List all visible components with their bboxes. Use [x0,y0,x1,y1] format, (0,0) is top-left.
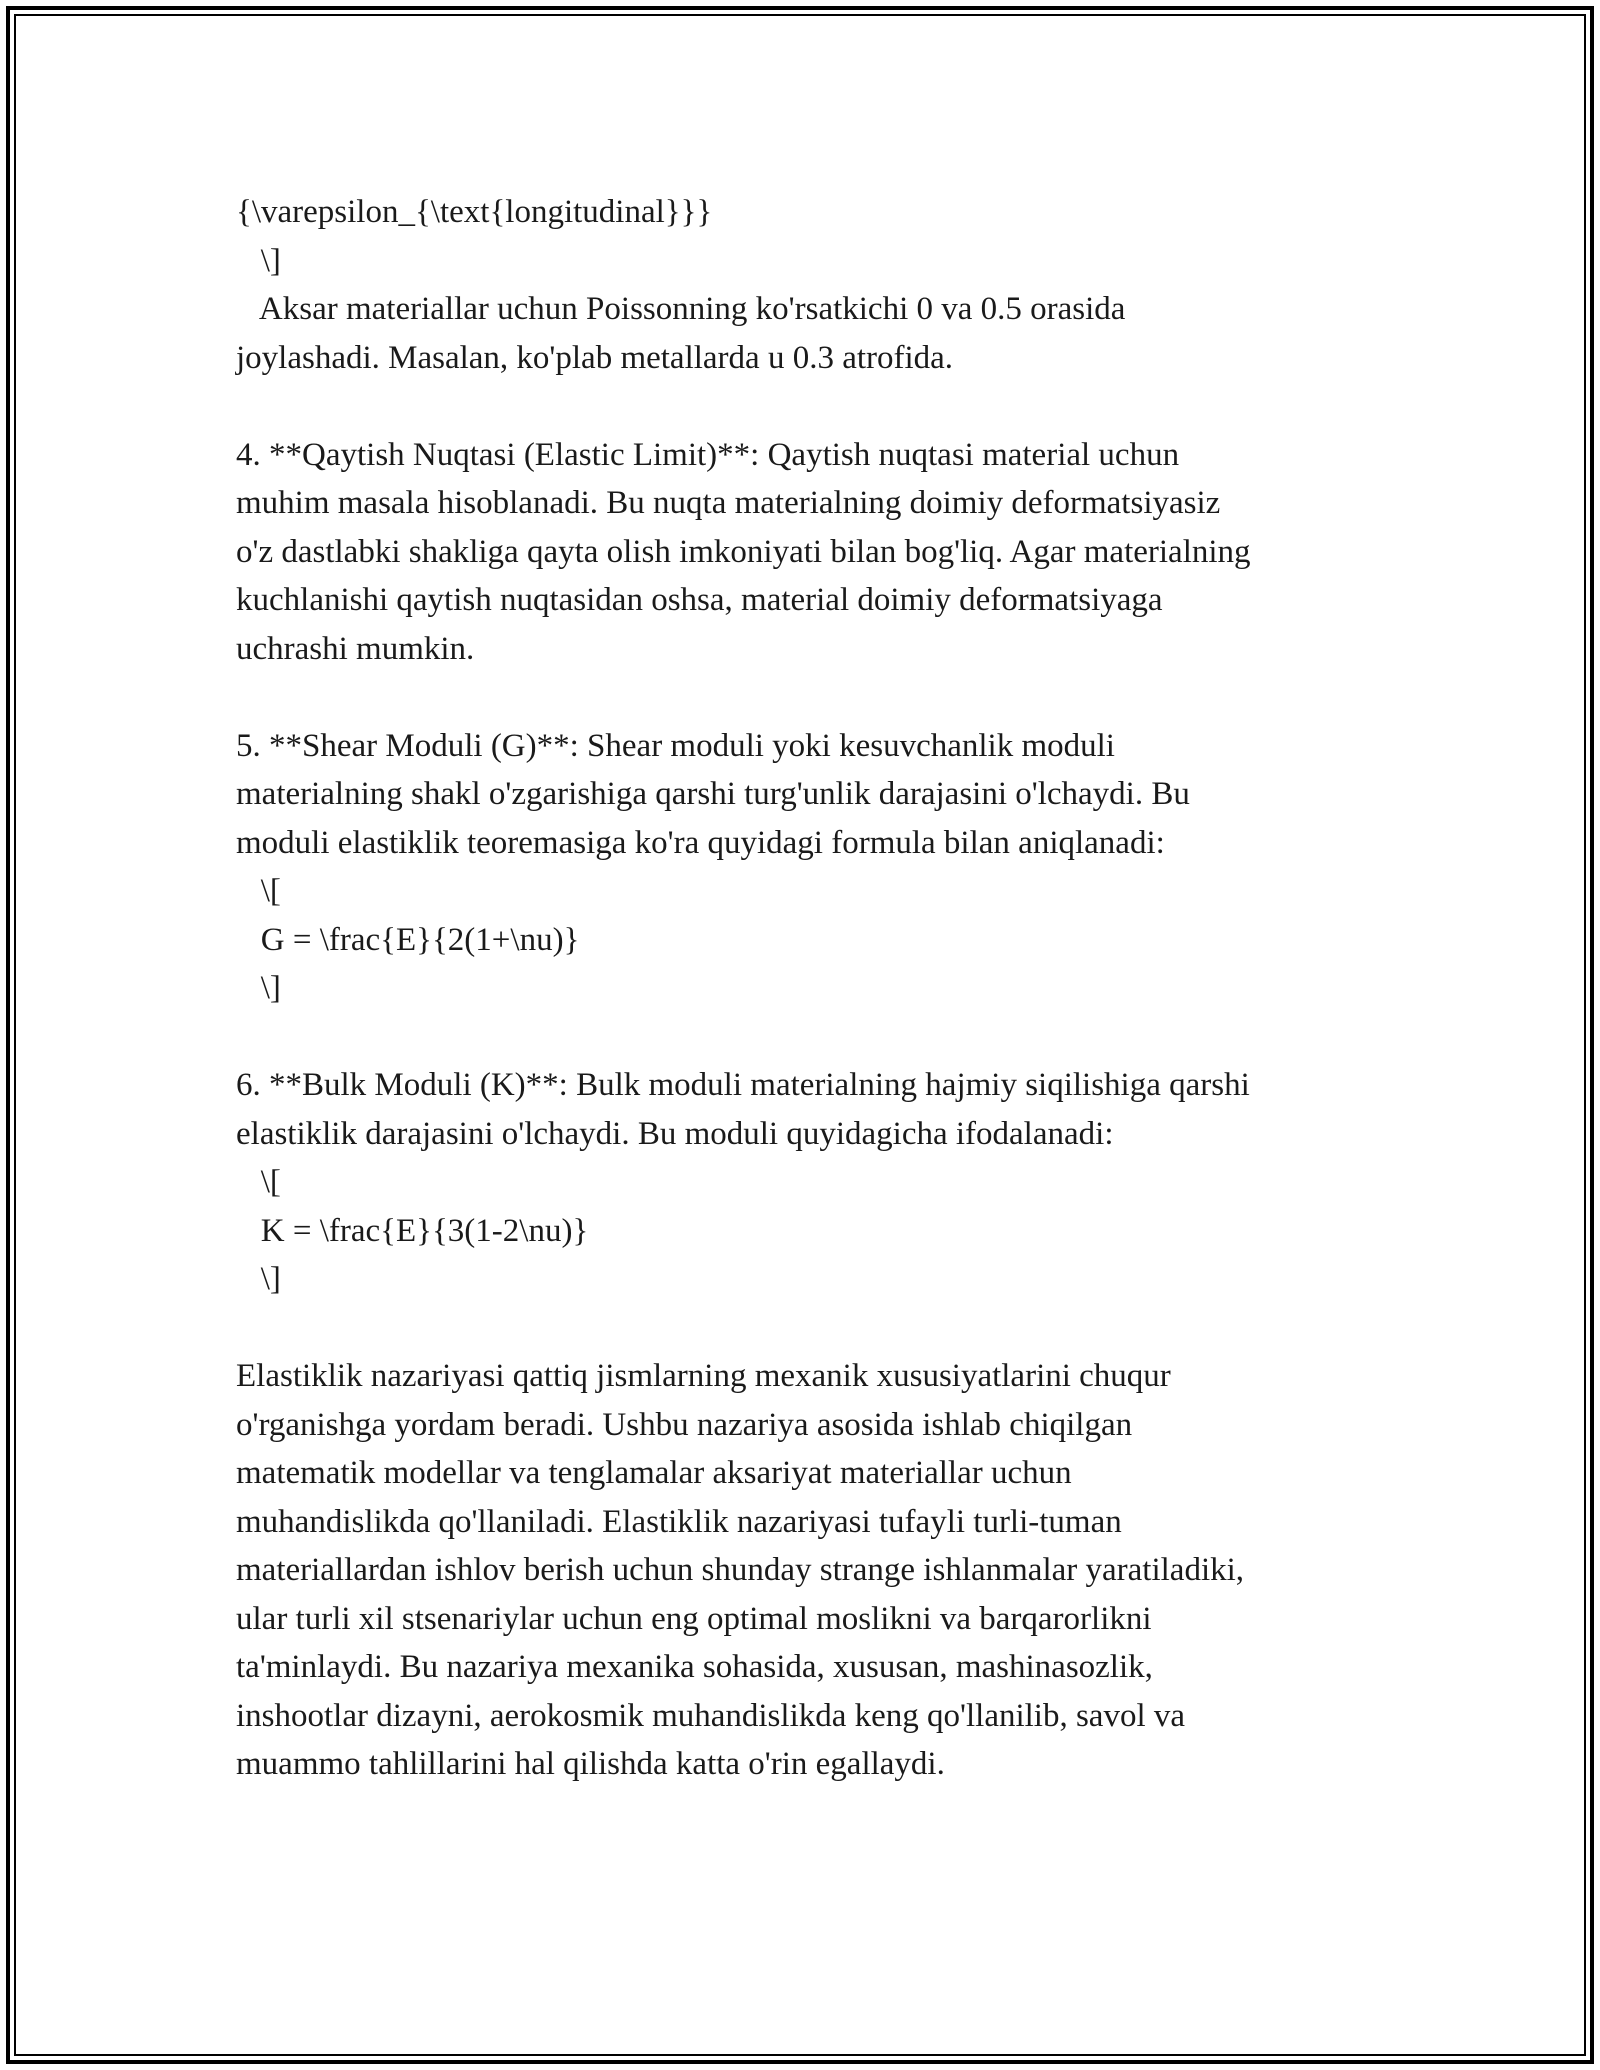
text-line: joylashadi. Masalan, ko'plab metallarda u 0.3 atrofida. [236,339,954,376]
text-line: muammo tahlillarini hal qilishda katta o'rin egallaydi. [236,1746,945,1782]
text-line: \] [236,242,281,279]
text-line: kuchlanishi qaytish nuqtasidan oshsa, material doimiy deformatsiyaga [236,582,1163,618]
paragraph-elastic-limit [236,431,1386,674]
text-line: materialning shakl o'zgarishiga qarshi turg'unlik darajasini o'lchaydi. Bu [236,776,1190,812]
text-line: muhim masala hisoblanadi. Bu nuqta materialning doimiy deformatsiyasiz [236,485,1221,521]
text-line: o'z dastlabki shakliga qayta olish imkoniyati bilan bog'liq. Agar materialning [236,533,1251,570]
text-line: elastiklik darajasini o'lchaydi. Bu moduli quyidagicha ifodalanadi: [236,1115,1114,1152]
formula-line: \] [236,970,281,1006]
document-body [236,188,1386,1789]
text-line: muhandislikda qo'llaniladi. Elastiklik nazariyasi tufayli turli-tuman [236,1503,1122,1540]
formula-line: G = \frac{E}{2(1+\nu)} [236,921,580,958]
text-line: 5. **Shear Moduli (G)**: Shear moduli yoki kesuvchanlik moduli [236,727,1115,764]
text-line: {\varepsilon_{\text{longitudinal}}} [236,194,713,230]
text-line: Elastiklik nazariyasi qattiq jismlarning mexanik xususiyatlarini chuqur [236,1358,1171,1394]
formula-line: \[ [236,873,281,909]
paragraph-spacer [236,1304,1386,1353]
text-line: Aksar materiallar uchun Poissonning ko'rsatkichi 0 va 0.5 orasida [236,291,1126,327]
text-line: ta'minlaydi. Bu nazariya mexanika sohasida, xususan, mashinasozlik, [236,1649,1153,1685]
paragraph-spacer [236,1013,1386,1062]
paragraph-poisson-ratio [236,188,1386,382]
paragraph-shear-modulus [236,722,1386,1013]
text-line: inshootlar dizayni, aerokosmik muhandislikda keng qo'llanilib, savol va [236,1697,1186,1734]
text-line: moduli elastiklik teoremasiga ko'ra quyidagi formula bilan aniqlanadi: [236,824,1165,861]
formula-line: \] [236,1261,281,1297]
text-line: materiallardan ishlov berish uchun shunday strange ishlanmalar yaratiladiki, [236,1552,1245,1588]
text-line: 4. **Qaytish Nuqtasi (Elastic Limit)**: Qaytish nuqtasi material uchun [236,436,1180,473]
text-line: 6. **Bulk Moduli (K)**: Bulk moduli materialning hajmiy siqilishiga qarshi [236,1067,1250,1103]
text-line: matematik modellar va tenglamalar aksariyat materiallar uchun [236,1455,1072,1491]
text-line: uchrashi mumkin. [236,630,475,667]
paragraph-conclusion [236,1352,1386,1789]
formula-line: K = \frac{E}{3(1-2\nu)} [236,1212,589,1249]
text-line: o'rganishga yordam beradi. Ushbu nazariya asosida ishlab chiqilgan [236,1406,1133,1443]
text-line: ular turli xil stsenariylar uchun eng optimal moslikni va barqarorlikni [236,1600,1152,1637]
paragraph-bulk-modulus [236,1061,1386,1304]
paragraph-spacer [236,673,1386,722]
formula-line: \[ [236,1164,281,1200]
paragraph-spacer [236,382,1386,431]
